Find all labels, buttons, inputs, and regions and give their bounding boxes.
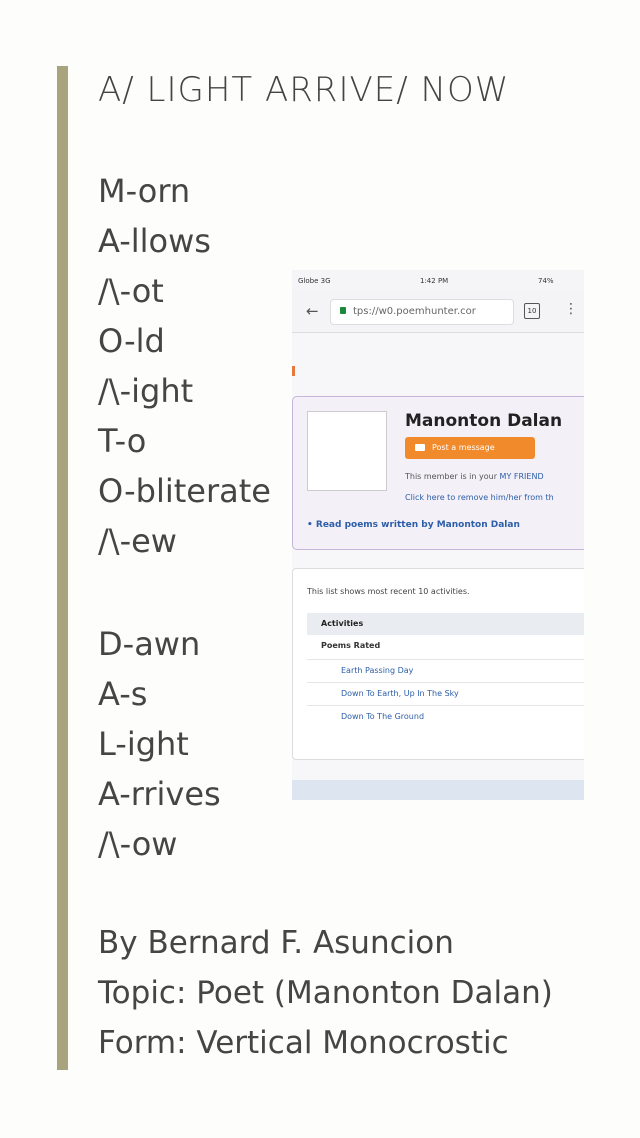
lock-icon [340, 307, 346, 314]
poem-line: O-bliterate [98, 472, 271, 510]
status-time: 1:42 PM [420, 277, 449, 285]
tab-count-icon[interactable]: 10 [524, 303, 540, 319]
form-line: Form: Vertical Monocrostic [98, 1025, 509, 1061]
profile-card [292, 396, 584, 550]
poem-line: D-awn [98, 625, 201, 663]
member-note-text: This member is in your [405, 472, 497, 481]
remove-friend-link[interactable]: Click here to remove him/her from th [405, 493, 554, 502]
poem-title: A/ LIGHT ARRIVE/ NOW [98, 70, 510, 110]
embedded-phone-screenshot [292, 270, 584, 800]
poem-line: /\-ow [98, 825, 178, 863]
activity-link[interactable]: Earth Passing Day [341, 666, 414, 675]
post-message-button[interactable] [405, 437, 535, 459]
poem-line: A-s [98, 675, 148, 713]
activity-row [307, 659, 584, 682]
poem-line: /\-ew [98, 522, 177, 560]
status-bar [292, 270, 584, 292]
activity-link[interactable]: Down To Earth, Up In The Sky [341, 689, 459, 698]
poem-line: L-ight [98, 725, 189, 763]
member-note [405, 472, 544, 481]
byline: By Bernard F. Asuncion [98, 925, 454, 961]
activity-card [292, 568, 584, 760]
poem-accent-bar [57, 66, 68, 1070]
poem-line: T-o [98, 422, 147, 460]
activity-row [307, 705, 584, 728]
carrier-label: Globe 3G [298, 277, 331, 285]
activity-note: This list shows most recent 10 activities. [307, 587, 470, 596]
poem-line: /\-ight [98, 372, 194, 410]
profile-name: Manonton Dalan [405, 411, 563, 431]
url-text: tps://w0.poemhunter.cor [353, 306, 476, 317]
orange-marker [292, 366, 295, 376]
more-menu-icon[interactable]: ⋮ [564, 301, 578, 317]
browser-toolbar [292, 292, 584, 333]
poem-line: /\-ot [98, 272, 164, 310]
poem-line: O-ld [98, 322, 165, 360]
poems-rated-label: Poems Rated [321, 641, 381, 650]
activities-header-label: Activities [321, 619, 364, 628]
address-bar[interactable] [330, 299, 514, 325]
back-arrow-icon[interactable]: ← [306, 302, 319, 320]
my-friends-link[interactable]: MY FRIEND [499, 472, 544, 481]
activities-header [307, 613, 584, 635]
read-poems-link[interactable]: • Read poems written by Manonton Dalan [307, 520, 520, 530]
topic-line: Topic: Poet (Manonton Dalan) [98, 975, 553, 1011]
envelope-icon [415, 444, 425, 451]
activity-link[interactable]: Down To The Ground [341, 712, 425, 721]
post-message-label: Post a message [432, 443, 495, 452]
battery-level: 74% [538, 277, 554, 285]
activity-row [307, 682, 584, 705]
poem-line: M-orn [98, 172, 191, 210]
poem-line: A-rrives [98, 775, 221, 813]
avatar [307, 411, 387, 491]
page-bottom-strip [292, 780, 584, 800]
poem-line: A-llows [98, 222, 211, 260]
